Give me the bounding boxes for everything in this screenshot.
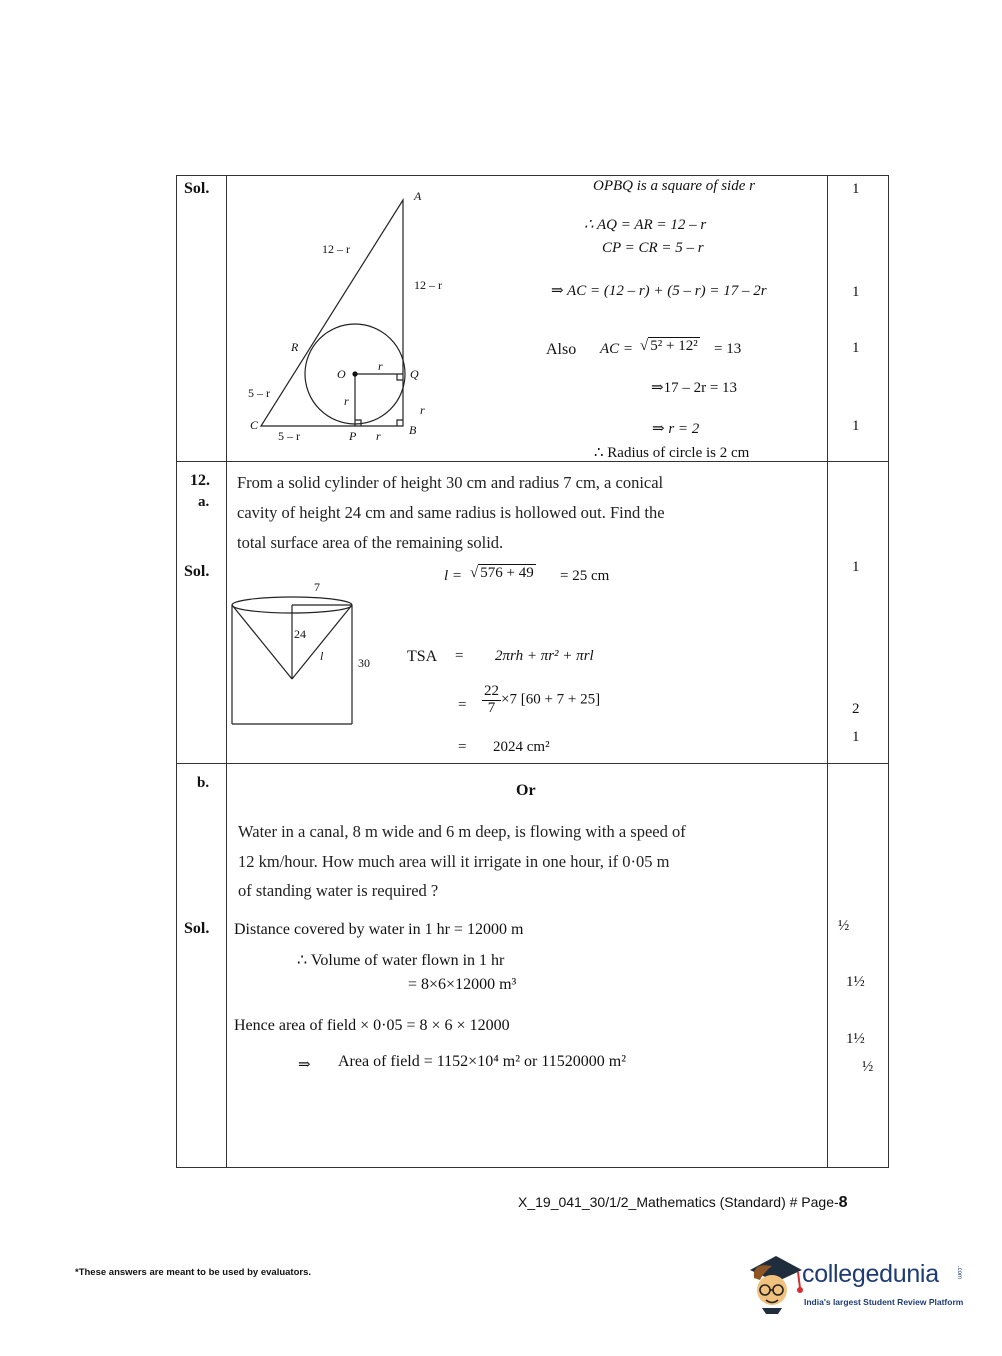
step-volume: ∴ Volume of water flown in 1 hr xyxy=(297,952,505,969)
mark: 1 xyxy=(852,418,860,434)
label-height-30: 30 xyxy=(358,656,370,670)
tsa-formula: 2πrh + πr² + πrl xyxy=(495,648,594,664)
brand-name: collegedunia xyxy=(802,1260,939,1288)
right-angle-q xyxy=(397,374,403,380)
label-b: B xyxy=(409,423,417,437)
tsa-result: 2024 cm² xyxy=(493,739,550,755)
equals-sign: = xyxy=(458,739,467,755)
label-slant-l: l xyxy=(320,649,324,663)
label-c: C xyxy=(250,418,259,432)
slant-radical xyxy=(470,565,536,582)
label-12r-right: 12 – r xyxy=(414,278,442,292)
collegedunia-logo xyxy=(742,1248,972,1320)
part-a-label: a. xyxy=(198,494,210,510)
label-5r-left: 5 – r xyxy=(248,386,270,400)
table-row-divider-1 xyxy=(176,461,889,462)
question-text-line: Water in a canal, 8 m wide and 6 m deep, is flowing with a speed of xyxy=(238,822,686,841)
question-text-line: cavity of height 24 cm and same radius is hollowed out. Find the xyxy=(237,503,665,522)
page-reference xyxy=(518,1194,848,1212)
step-ac-radical xyxy=(640,338,700,355)
label-r-side: r xyxy=(420,403,425,417)
question-text-line: 12 km/hour. How much area will it irrigate in one hour, if 0·05 m xyxy=(238,852,670,871)
step-r-2: ⇒ r = 2 xyxy=(652,421,700,437)
brand-tagline: India's largest Student Review Platform xyxy=(804,1297,964,1307)
step-radius-result: ∴ Radius of circle is 2 cm xyxy=(594,445,750,461)
page-reference-text: X_19_041_30/1/2_Mathematics (Standard) # Page- xyxy=(518,1194,839,1210)
mark: 1½ xyxy=(846,974,865,990)
step-cp-cr: CP = CR = 5 – r xyxy=(602,240,704,256)
step-17-2r: ⇒17 – 2r = 13 xyxy=(651,380,738,396)
mascot-icon xyxy=(742,1248,806,1314)
question-text-line: total surface area of the remaining solid. xyxy=(237,533,504,552)
table-border-left xyxy=(176,175,177,1168)
mark: 1½ xyxy=(846,1031,865,1047)
cylinder-cone-diagram xyxy=(228,592,358,728)
part-b-label: b. xyxy=(197,775,210,791)
fraction-denominator: 7 xyxy=(487,699,496,716)
step-square: OPBQ is a square of side r xyxy=(593,178,755,194)
label-5r-bottom: 5 – r xyxy=(278,429,300,443)
label-q: Q xyxy=(410,367,419,381)
sol-label: Sol. xyxy=(184,563,210,580)
table-row-divider-2 xyxy=(176,763,889,764)
step-also: Also xyxy=(546,341,577,358)
brand-tld: .com xyxy=(956,1266,962,1280)
label-r-bottom: r xyxy=(376,429,381,443)
evaluator-note: *These answers are meant to be used by evaluators. xyxy=(75,1267,312,1278)
label-r-point: R xyxy=(291,340,299,354)
step-ac-lhs: AC = xyxy=(600,341,634,357)
label-12r-left: 12 – r xyxy=(322,242,350,256)
page-number: 8 xyxy=(838,1194,848,1211)
fraction-numerator: 22 xyxy=(484,683,499,699)
mark: ½ xyxy=(838,918,850,934)
mark: 1 xyxy=(852,729,860,745)
question-number: 12. xyxy=(190,472,210,489)
tsa-label: TSA xyxy=(407,648,438,665)
radicand: 576 + 49 xyxy=(480,565,534,581)
table-col-divider-2 xyxy=(827,175,828,1168)
tsa-step2-rest: ×7 [60 + 7 + 25] xyxy=(501,691,601,708)
sqrt-symbol: √ xyxy=(470,565,479,581)
triangle-abc xyxy=(261,200,403,426)
sol-label: Sol. xyxy=(184,920,210,937)
table-border-right xyxy=(888,175,889,1168)
right-angle-p xyxy=(355,420,361,426)
label-r-radius-2: r xyxy=(344,394,349,408)
slant-rhs: = 25 cm xyxy=(560,568,610,584)
mark: 1 xyxy=(852,181,860,197)
question-text-line: of standing water is required ? xyxy=(238,881,439,900)
fraction-22-7 xyxy=(482,684,501,717)
question-text-line: From a solid cylinder of height 30 cm and radius 7 cm, a conical xyxy=(237,473,664,492)
step-ac-rhs: = 13 xyxy=(714,341,742,357)
step-area-result: Area of field = 1152×10⁴ m² or 11520000 m² xyxy=(338,1053,626,1070)
step-area-eq: Hence area of field × 0·05 = 8 × 6 × 12000 xyxy=(234,1017,510,1034)
sol-label: Sol. xyxy=(184,180,210,197)
label-o: O xyxy=(337,367,346,381)
label-radius-7: 7 xyxy=(314,580,320,594)
step-aq-ar: ∴ AQ = AR = 12 – r xyxy=(584,217,707,233)
label-a: A xyxy=(414,189,422,203)
step-volume-value: = 8×6×12000 m³ xyxy=(408,976,517,993)
mark: ½ xyxy=(862,1059,874,1075)
tsa-step2 xyxy=(482,684,600,717)
mark: 2 xyxy=(852,701,860,717)
slant-lhs: l = xyxy=(444,568,463,584)
mark: 1 xyxy=(852,559,860,575)
sqrt-symbol: √ xyxy=(640,338,649,354)
table-border-top xyxy=(176,175,889,176)
cone-right-slant xyxy=(292,605,352,679)
center-dot xyxy=(352,371,357,376)
equals-sign: = xyxy=(455,648,464,664)
mark: 1 xyxy=(852,340,860,356)
cone-left-slant xyxy=(232,605,292,679)
implies-arrow: ⇒ xyxy=(298,1057,311,1073)
mark: 1 xyxy=(852,284,860,300)
step-ac-sum: ⇒ AC = (12 – r) + (5 – r) = 17 – 2r xyxy=(551,283,767,299)
right-angle-b xyxy=(397,420,403,426)
or-label: Or xyxy=(516,782,536,799)
triangle-incircle-diagram xyxy=(227,180,447,450)
label-r-radius-1: r xyxy=(378,359,383,373)
step-distance: Distance covered by water in 1 hr = 12000 m xyxy=(234,921,524,938)
table-border-bottom xyxy=(176,1167,889,1168)
radicand: 5² + 12² xyxy=(650,338,698,354)
label-p: P xyxy=(349,429,357,443)
label-height-24: 24 xyxy=(294,627,306,641)
equals-sign: = xyxy=(458,697,467,713)
